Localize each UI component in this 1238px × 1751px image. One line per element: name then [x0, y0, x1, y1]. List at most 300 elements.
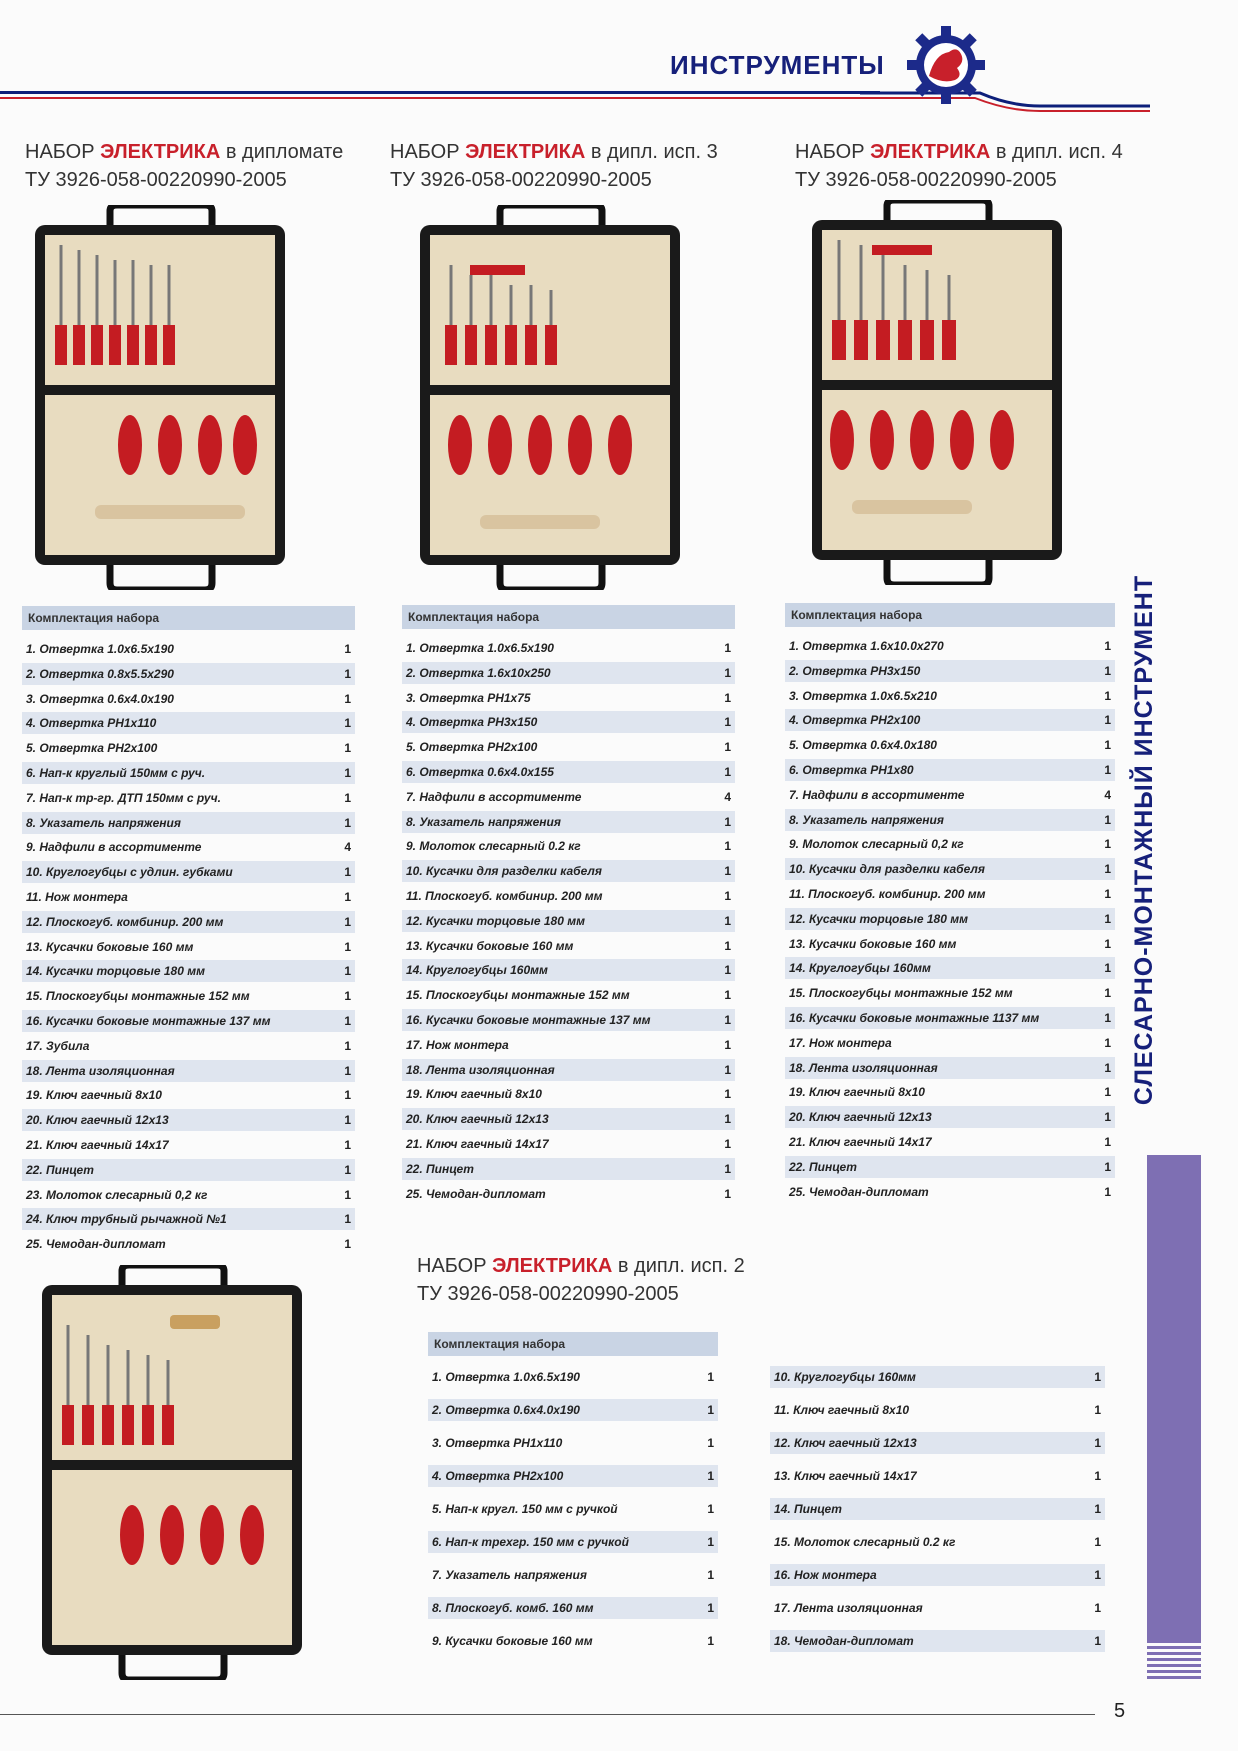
- item-name: 2. Отвертка 0.8х5.5х290: [26, 666, 174, 681]
- item-name: 17. Нож монтера: [406, 1037, 509, 1052]
- item-name: 11. Плоскогуб. комбинир. 200 мм: [406, 888, 603, 903]
- item-name: 10. Круглогубцы с удлин. губками: [26, 865, 233, 880]
- item-qty: 1: [344, 889, 351, 904]
- table-row: [428, 1498, 718, 1520]
- table-header: Комплектация набора: [785, 603, 1115, 627]
- table-row: [785, 709, 1115, 731]
- item-qty: 1: [1104, 1110, 1111, 1125]
- item-name: 9. Молоток слесарный 0,2 кг: [789, 837, 964, 852]
- table-row: [22, 886, 355, 908]
- table-row: [770, 1366, 1105, 1388]
- set2-table: [402, 605, 735, 1207]
- item-name: 1. Отвертка 1.0х6.5х190: [406, 641, 554, 655]
- item-name: 15. Плоскогубцы монтажные 152 мм: [26, 989, 250, 1004]
- table-header: Комплектация набора: [428, 1332, 718, 1356]
- table-row: [402, 1059, 735, 1081]
- item-name: 25. Чемодан-дипломат: [26, 1237, 166, 1252]
- table-row: [428, 1432, 718, 1454]
- table-row: [22, 1084, 355, 1106]
- item-name: 5. Отвертка PH2х100: [406, 740, 538, 755]
- item-qty: 1: [724, 963, 731, 978]
- item-qty: 1: [1104, 862, 1111, 877]
- item-name: 5. Отвертка 0.6х4.0х180: [789, 738, 937, 753]
- item-qty: 1: [707, 1601, 714, 1615]
- item-qty: 1: [1104, 1010, 1111, 1025]
- item-qty: 1: [344, 666, 351, 681]
- item-qty: 1: [1104, 1134, 1111, 1149]
- item-qty: 1: [344, 741, 351, 756]
- table-row: [22, 911, 355, 933]
- item-qty: 1: [1104, 738, 1111, 753]
- item-qty: 1: [707, 1502, 714, 1516]
- table-row: [22, 1233, 355, 1255]
- table-row: [22, 1060, 355, 1082]
- table-row: [428, 1630, 718, 1652]
- item-qty: 1: [707, 1634, 714, 1648]
- item-name: 18. Лента изоляционная: [406, 1062, 555, 1077]
- side-stripes: [1147, 1640, 1201, 1680]
- item-qty: 1: [1104, 713, 1111, 728]
- item-name: 1. Отвертка 1.0х6.5х190: [26, 642, 174, 656]
- item-qty: 1: [707, 1535, 714, 1549]
- item-qty: 1: [1104, 762, 1111, 777]
- table-row: [770, 1531, 1105, 1553]
- item-name: 2. Отвертка 1.6х10х250: [406, 665, 551, 680]
- item-qty: 1: [707, 1568, 714, 1582]
- item-qty: 1: [724, 740, 731, 755]
- item-name: 10. Кусачки для разделки кабеля: [789, 862, 985, 877]
- table-row: [22, 737, 355, 759]
- item-qty: 1: [1094, 1502, 1101, 1516]
- item-qty: 1: [1094, 1535, 1101, 1549]
- table-row: [402, 1009, 735, 1031]
- item-qty: 1: [724, 913, 731, 928]
- table-header: Комплектация набора: [22, 606, 355, 630]
- item-name: 5. Нап-к кругл. 150 мм с ручкой: [432, 1502, 618, 1516]
- item-name: 12. Ключ гаечный 12х13: [774, 1436, 917, 1450]
- item-name: 17. Нож монтера: [789, 1035, 892, 1050]
- item-name: 13. Кусачки боковые 160 мм: [26, 939, 194, 954]
- table-row: [428, 1564, 718, 1586]
- table-row: [770, 1399, 1105, 1421]
- item-qty: 1: [707, 1370, 714, 1384]
- item-qty: 1: [344, 1013, 351, 1028]
- table-row: [402, 811, 735, 833]
- set4-tu: ТУ 3926-058-00220990-2005: [417, 1283, 679, 1305]
- item-qty: 4: [1104, 787, 1111, 802]
- item-qty: 1: [724, 690, 731, 705]
- set1-table: [22, 606, 355, 1258]
- item-name: 19. Ключ гаечный 8х10: [406, 1087, 542, 1102]
- item-qty: 1: [344, 989, 351, 1004]
- table-row: [428, 1399, 718, 1421]
- item-qty: 1: [1104, 936, 1111, 951]
- item-name: 9. Молоток слесарный 0.2 кг: [406, 839, 581, 854]
- item-name: 11. Ключ гаечный 8х10: [774, 1403, 910, 1417]
- table-row: [402, 860, 735, 882]
- item-qty: 1: [1094, 1436, 1101, 1450]
- item-name: 23. Молоток слесарный 0,2 кг: [26, 1187, 208, 1202]
- item-qty: 1: [1104, 1035, 1111, 1050]
- table-row: [402, 984, 735, 1006]
- table-row: [785, 734, 1115, 756]
- set1-case-image: [35, 205, 285, 590]
- item-qty: 1: [724, 665, 731, 680]
- item-name: 18. Лента изоляционная: [26, 1063, 175, 1078]
- table-row: [22, 836, 355, 858]
- table-row: [785, 685, 1115, 707]
- set3-case-image: [812, 200, 1062, 585]
- table-row: [785, 1106, 1115, 1128]
- item-name: 18. Чемодан-дипломат: [774, 1634, 914, 1648]
- set3-table: [785, 603, 1115, 1205]
- item-qty: 1: [344, 865, 351, 880]
- item-qty: 4: [344, 840, 351, 855]
- table-row: [402, 786, 735, 808]
- table-row: [402, 1133, 735, 1155]
- item-name: 4. Отвертка PH2х100: [432, 1469, 564, 1483]
- item-name: 8. Плоскогуб. комб. 160 мм: [432, 1601, 594, 1615]
- item-name: 5. Отвертка PH2х100: [26, 741, 158, 756]
- item-qty: 1: [1104, 1159, 1111, 1174]
- table-row: [428, 1465, 718, 1487]
- set4-table-right: [770, 1366, 1105, 1663]
- item-qty: 1: [1094, 1403, 1101, 1417]
- item-qty: 1: [724, 938, 731, 953]
- table-row: [402, 885, 735, 907]
- table-row: [785, 1156, 1115, 1178]
- item-qty: 1: [1104, 688, 1111, 703]
- item-name: 9. Кусачки боковые 160 мм: [432, 1634, 593, 1648]
- table-row: [785, 809, 1115, 831]
- item-qty: 1: [724, 715, 731, 730]
- table-row: [428, 1531, 718, 1553]
- header-curve: [860, 84, 1150, 114]
- table-row: [785, 1007, 1115, 1029]
- item-name: 16. Кусачки боковые монтажные 137 мм: [406, 1012, 651, 1027]
- item-name: 21. Ключ гаечный 14х17: [789, 1134, 932, 1149]
- item-qty: 1: [1104, 1184, 1111, 1199]
- item-name: 22. Пинцет: [26, 1162, 94, 1177]
- item-name: 8. Указатель напряжения: [406, 814, 561, 829]
- table-row: [22, 1035, 355, 1057]
- item-name: 6. Нап-к круглый 150мм с руч.: [26, 765, 206, 780]
- item-qty: 1: [344, 1038, 351, 1053]
- table-row: [22, 1010, 355, 1032]
- item-name: 3. Отвертка 0.6х4.0х190: [26, 691, 174, 706]
- table-row: [785, 635, 1115, 657]
- table-row: [402, 637, 735, 659]
- table-row: [770, 1465, 1105, 1487]
- item-name: 8. Указатель напряжения: [26, 815, 181, 830]
- item-name: 1. Отвертка 1.6х10.0х270: [789, 639, 944, 653]
- table-row: [22, 688, 355, 710]
- item-qty: 1: [724, 764, 731, 779]
- set2-heading: НАБОР ЭЛЕКТРИКА в дипл. исп. 3 ТУ 3926-058-00220990-2005: [390, 138, 718, 194]
- item-qty: 1: [724, 864, 731, 879]
- side-section-label: СЛЕСАРНО-МОНТАЖНЫЙ ИНСТРУМЕНТ: [1130, 574, 1158, 1106]
- set4-heading: НАБОР ЭЛЕКТРИКА в дипл. исп. 2 ТУ 3926-058-00220990-2005: [417, 1252, 745, 1308]
- item-qty: 1: [344, 914, 351, 929]
- table-row: [770, 1498, 1105, 1520]
- item-name: 25. Чемодан-дипломат: [406, 1186, 546, 1201]
- item-qty: 1: [707, 1436, 714, 1450]
- table-row: [785, 1081, 1115, 1103]
- table-row: [785, 957, 1115, 979]
- item-name: 7. Надфили в ассортименте: [789, 787, 965, 802]
- item-name: 22. Пинцет: [406, 1161, 474, 1176]
- item-name: 21. Ключ гаечный 14х17: [26, 1137, 169, 1152]
- item-qty: 1: [724, 1087, 731, 1102]
- item-name: 14. Кусачки торцовые 180 мм: [26, 964, 205, 979]
- item-qty: 1: [724, 988, 731, 1003]
- item-name: 4. Отвертка PH2х100: [789, 713, 921, 728]
- table-row: [402, 959, 735, 981]
- table-row: [770, 1564, 1105, 1586]
- table-row: [785, 933, 1115, 955]
- set1-heading: НАБОР ЭЛЕКТРИКА в дипломате ТУ 3926-058-00220990-2005: [25, 138, 343, 194]
- table-row: [22, 1184, 355, 1206]
- page-section-title: ИНСТРУМЕНТЫ: [670, 50, 885, 80]
- table-row: [22, 762, 355, 784]
- item-qty: 1: [724, 1161, 731, 1176]
- item-qty: 1: [1104, 663, 1111, 678]
- item-name: 24. Ключ трубный рычажной №1: [26, 1212, 227, 1227]
- table-row: [22, 960, 355, 982]
- item-name: 16. Кусачки боковые монтажные 137 мм: [26, 1013, 271, 1028]
- set2-case-image: [420, 205, 680, 590]
- table-row: [402, 662, 735, 684]
- item-qty: 1: [1104, 986, 1111, 1001]
- table-row: [402, 1108, 735, 1130]
- item-name: 13. Кусачки боковые 160 мм: [406, 938, 574, 953]
- item-qty: 1: [344, 765, 351, 780]
- table-row: [785, 1181, 1115, 1203]
- table-row: [402, 1183, 735, 1205]
- item-name: 15. Молоток слесарный 0.2 кг: [774, 1535, 956, 1549]
- table-row: [785, 784, 1115, 806]
- table-row: [785, 1032, 1115, 1054]
- item-qty: 1: [1094, 1568, 1101, 1582]
- item-qty: 1: [344, 1162, 351, 1177]
- item-name: 19. Ключ гаечный 8х10: [26, 1088, 162, 1103]
- item-name: 15. Плоскогубцы монтажные 152 мм: [789, 986, 1013, 1001]
- table-row: [22, 638, 355, 660]
- set4-accent: ЭЛЕКТРИКА: [492, 1255, 613, 1277]
- table-row: [785, 1131, 1115, 1153]
- set1-tu: ТУ 3926-058-00220990-2005: [25, 169, 287, 191]
- item-qty: 1: [1094, 1634, 1101, 1648]
- item-name: 22. Пинцет: [789, 1159, 857, 1174]
- item-name: 9. Надфили в ассортименте: [26, 840, 202, 855]
- item-name: 7. Надфили в ассортименте: [406, 789, 582, 804]
- item-qty: 1: [1104, 812, 1111, 827]
- item-qty: 1: [1104, 1060, 1111, 1075]
- item-name: 7. Нап-к тр-гр. ДТП 150мм с руч.: [26, 790, 221, 805]
- set2-tu: ТУ 3926-058-00220990-2005: [390, 169, 652, 191]
- side-color-band: [1147, 1155, 1201, 1670]
- header-rule-blue: [0, 91, 880, 94]
- item-name: 4. Отвертка PH1х110: [26, 716, 157, 731]
- table-row: [402, 910, 735, 932]
- item-qty: 1: [724, 1186, 731, 1201]
- item-name: 12. Кусачки торцовые 180 мм: [789, 911, 968, 926]
- table-row: [428, 1366, 718, 1388]
- table-row: [22, 1134, 355, 1156]
- item-name: 16. Нож монтера: [774, 1568, 877, 1582]
- footer-rule: [0, 1714, 1095, 1715]
- item-qty: 1: [1104, 837, 1111, 852]
- table-row: [22, 712, 355, 734]
- item-name: 12. Кусачки торцовые 180 мм: [406, 913, 585, 928]
- item-qty: 4: [724, 789, 731, 804]
- table-row: [22, 663, 355, 685]
- table-row: [22, 787, 355, 809]
- table-row: [785, 982, 1115, 1004]
- table-row: [22, 1159, 355, 1181]
- item-qty: 1: [724, 1112, 731, 1127]
- header-rule-red: [0, 97, 880, 99]
- table-row: [22, 861, 355, 883]
- table-row: [785, 908, 1115, 930]
- item-qty: 1: [1094, 1370, 1101, 1384]
- item-name: 14. Круглогубцы 160мм: [789, 961, 931, 976]
- table-row: [428, 1597, 718, 1619]
- set3-tu: ТУ 3926-058-00220990-2005: [795, 169, 1057, 191]
- item-name: 17. Лента изоляционная: [774, 1601, 923, 1615]
- item-qty: 1: [1094, 1601, 1101, 1615]
- set2-accent: ЭЛЕКТРИКА: [465, 141, 586, 163]
- item-name: 1. Отвертка 1.0х6.5х190: [432, 1370, 580, 1384]
- item-name: 3. Отвертка PH1х75: [406, 690, 531, 705]
- item-name: 19. Ключ гаечный 8х10: [789, 1085, 925, 1100]
- item-qty: 1: [344, 1212, 351, 1227]
- item-qty: 1: [707, 1403, 714, 1417]
- item-qty: 1: [724, 1037, 731, 1052]
- set4-case-image: [42, 1265, 302, 1680]
- table-row: [785, 1057, 1115, 1079]
- item-qty: 1: [724, 1062, 731, 1077]
- item-qty: 1: [724, 888, 731, 903]
- item-name: 13. Кусачки боковые 160 мм: [789, 936, 957, 951]
- set4-table-left: [428, 1332, 718, 1663]
- table-row: [402, 761, 735, 783]
- item-qty: 1: [344, 1063, 351, 1078]
- item-qty: 1: [1094, 1469, 1101, 1483]
- page-number: 5: [1114, 1700, 1126, 1722]
- item-name: 14. Пинцет: [774, 1502, 842, 1516]
- item-qty: 1: [724, 641, 731, 655]
- table-row: [402, 711, 735, 733]
- brand-logo-icon: [905, 24, 987, 106]
- item-name: 2. Отвертка PH3х150: [789, 663, 921, 678]
- item-qty: 1: [344, 790, 351, 805]
- item-name: 20. Ключ гаечный 12х13: [789, 1110, 932, 1125]
- item-qty: 1: [1104, 961, 1111, 976]
- item-name: 3. Отвертка PH1х110: [432, 1436, 563, 1450]
- item-name: 11. Плоскогуб. комбинир. 200 мм: [789, 886, 986, 901]
- table-row: [785, 759, 1115, 781]
- item-name: 14. Круглогубцы 160мм: [406, 963, 548, 978]
- table-row: [402, 736, 735, 758]
- item-qty: 1: [724, 1012, 731, 1027]
- table-row: [402, 1158, 735, 1180]
- item-qty: 1: [344, 1237, 351, 1252]
- set3-accent: ЭЛЕКТРИКА: [870, 141, 991, 163]
- item-name: 18. Лента изоляционная: [789, 1060, 938, 1075]
- item-qty: 1: [1104, 911, 1111, 926]
- item-name: 10. Кусачки для разделки кабеля: [406, 864, 602, 879]
- table-row: [785, 833, 1115, 855]
- table-row: [402, 687, 735, 709]
- item-name: 25. Чемодан-дипломат: [789, 1184, 929, 1199]
- table-row: [22, 1109, 355, 1131]
- table-row: [770, 1630, 1105, 1652]
- item-name: 7. Указатель напряжения: [432, 1568, 587, 1582]
- item-name: 16. Кусачки боковые монтажные 1137 мм: [789, 1010, 1040, 1025]
- item-name: 20. Ключ гаечный 12х13: [406, 1112, 549, 1127]
- table-row: [402, 835, 735, 857]
- set1-accent: ЭЛЕКТРИКА: [100, 141, 221, 163]
- item-name: 21. Ключ гаечный 14х17: [406, 1136, 549, 1151]
- item-name: 6. Отвертка PH1х80: [789, 762, 914, 777]
- table-row: [785, 660, 1115, 682]
- table-row: [22, 936, 355, 958]
- table-row: [22, 985, 355, 1007]
- item-qty: 1: [344, 1187, 351, 1202]
- set3-heading: НАБОР ЭЛЕКТРИКА в дипл. исп. 4 ТУ 3926-058-00220990-2005: [795, 138, 1123, 194]
- item-name: 13. Ключ гаечный 14х17: [774, 1469, 917, 1483]
- item-name: 12. Плоскогуб. комбинир. 200 мм: [26, 914, 224, 929]
- item-qty: 1: [707, 1469, 714, 1483]
- item-name: 6. Отвертка 0.6х4.0х155: [406, 764, 554, 779]
- table-row: [785, 883, 1115, 905]
- item-qty: 1: [344, 642, 351, 656]
- item-name: 17. Зубила: [26, 1038, 90, 1053]
- item-qty: 1: [344, 1113, 351, 1128]
- item-name: 6. Нап-к трехгр. 150 мм с ручкой: [432, 1535, 629, 1549]
- table-row: [402, 1083, 735, 1105]
- item-qty: 1: [724, 1136, 731, 1151]
- item-qty: 1: [344, 1088, 351, 1103]
- item-name: 20. Ключ гаечный 12х13: [26, 1113, 169, 1128]
- item-qty: 1: [1104, 639, 1111, 653]
- item-qty: 1: [724, 839, 731, 854]
- item-name: 11. Нож монтера: [26, 889, 128, 904]
- item-qty: 1: [344, 964, 351, 979]
- item-qty: 1: [1104, 886, 1111, 901]
- table-row: [770, 1432, 1105, 1454]
- item-name: 3. Отвертка 1.0х6.5х210: [789, 688, 937, 703]
- table-row: [22, 812, 355, 834]
- table-row: [22, 1208, 355, 1230]
- item-qty: 1: [724, 814, 731, 829]
- item-name: 10. Круглогубцы 160мм: [774, 1370, 916, 1384]
- item-name: 2. Отвертка 0.6х4.0х190: [432, 1403, 580, 1417]
- table-row: [402, 1034, 735, 1056]
- item-qty: 1: [344, 1137, 351, 1152]
- item-qty: 1: [344, 691, 351, 706]
- item-qty: 1: [1104, 1085, 1111, 1100]
- table-row: [785, 858, 1115, 880]
- item-name: 15. Плоскогубцы монтажные 152 мм: [406, 988, 630, 1003]
- table-row: [402, 935, 735, 957]
- item-name: 4. Отвертка PH3х150: [406, 715, 538, 730]
- table-row: [770, 1597, 1105, 1619]
- item-qty: 1: [344, 716, 351, 731]
- item-qty: 1: [344, 939, 351, 954]
- item-qty: 1: [344, 815, 351, 830]
